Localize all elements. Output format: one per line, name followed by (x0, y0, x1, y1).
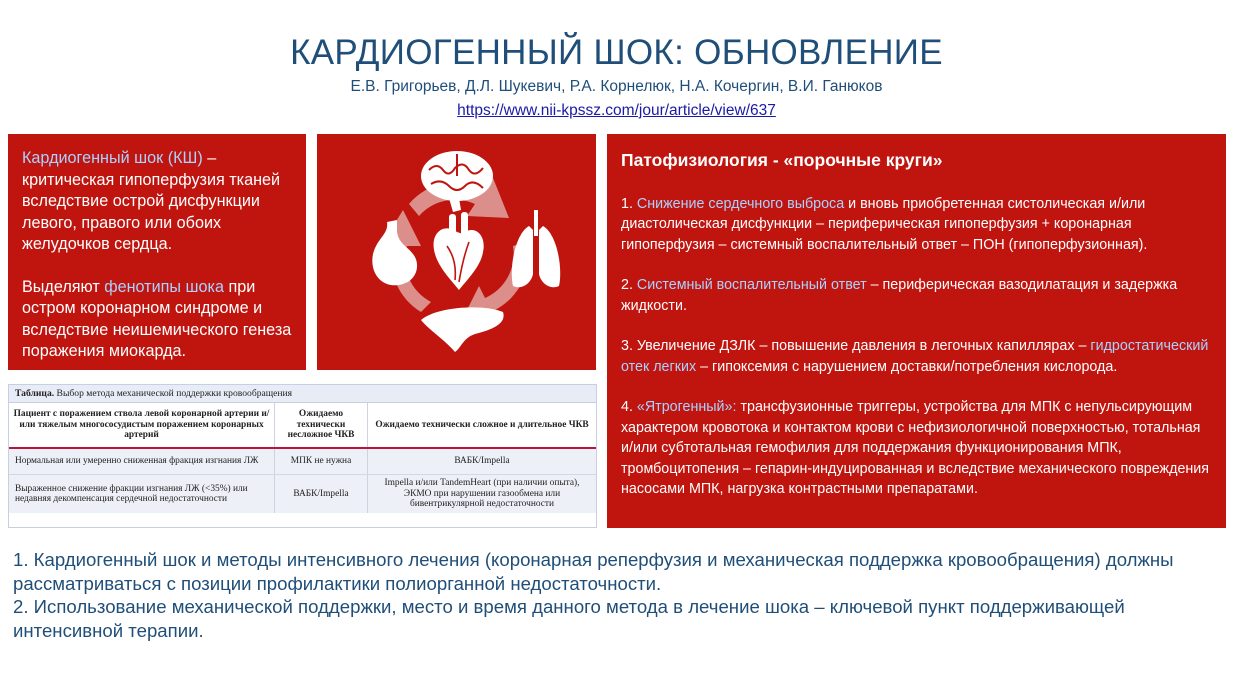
conclusions (13, 548, 1228, 642)
term-highlight: Кардиогенный шок (КШ) (22, 149, 203, 167)
phenotypes-text-pre: Выделяют (22, 277, 105, 296)
patho-item-1-num: 1. (621, 195, 637, 212)
patho-item-4-highlight: «Ятрогенный»: (636, 399, 737, 415)
table-caption (9, 385, 596, 403)
patho-item-2-highlight: Системный воспалительный ответ (636, 277, 867, 293)
patho-item-1 (621, 194, 1216, 256)
patho-item-1-highlight: Снижение сердечного выброса (636, 195, 845, 212)
table-row (9, 475, 596, 514)
table-header-cell: Ожидаемо технически несложное ЧКВ (275, 403, 368, 448)
table-row (9, 448, 596, 475)
patho-item-2-text: – периферическая вазодилатация и задержка жидкости. (621, 277, 1178, 314)
article-link[interactable]: https://www.nii-kpssz.com/jour/article/view/637 (457, 102, 776, 119)
liver-icon (421, 307, 504, 352)
patho-item-3-highlight: гидростатический отек легких (621, 338, 1209, 375)
phenotypes-highlight: фенотипы шока (104, 277, 224, 296)
table-cell: МПК не нужна (275, 448, 368, 475)
table-caption-label: Таблица. (15, 388, 55, 399)
conclusion-2: 2. Использование механической поддержки, место и время данного метода в лечение шока – ключевой пункт поддерживающей интенсивной терапии. (13, 596, 1125, 641)
phenotypes-text-post: при остром коронарном синдроме и вследствие неишемического генеза поражения миокарда. (22, 277, 292, 360)
patho-item-4 (621, 397, 1216, 500)
heart-icon (434, 212, 484, 290)
mcs-selection-table-panel (8, 384, 597, 528)
definition-panel (8, 134, 306, 370)
patho-item-2-num: 2. (621, 277, 637, 293)
pathophysiology-panel (607, 134, 1226, 528)
phenotypes-paragraph (22, 277, 294, 363)
definition-paragraph (22, 148, 294, 256)
patho-item-2 (621, 275, 1216, 316)
table-caption-text: Выбор метода механической поддержки кровообращения (54, 388, 293, 399)
organ-cycle-illustration (317, 134, 596, 370)
table-header-cell: Пациент с поражением ствола левой коронарной артерии и/или тяжелым многососудистым поражением коронарных артерий (9, 403, 275, 448)
table-cell: ВАБК/Impella (368, 448, 597, 475)
conclusion-1: 1. Кардиогенный шок и методы интенсивного лечения (коронарная реперфузия и механическая поддержка кровообращения) должны рассматриваться с позиции профилактики полиорганной недостаточности. (13, 549, 1174, 594)
mcs-selection-table (9, 403, 596, 513)
table-cell: Выраженное снижение фракции изгнания ЛЖ (<35%) или недавняя декомпенсация сердечной недостаточности (9, 475, 275, 514)
page-title: КАРДИОГЕННЫЙ ШОК: ОБНОВЛЕНИЕ (290, 33, 943, 72)
table-header-cell: Ожидаемо технически сложное и длительное ЧКВ (368, 403, 597, 448)
patho-item-3-text: – гипоксемия с нарушением доставки/потребления кислорода. (696, 358, 1118, 375)
patho-item-3 (621, 336, 1216, 377)
patho-item-4-text: трансфузионные триггеры, устройства для МПК с непульсирующим характером кровотока и контактом крови с нефизиологичной поверхностью, тотальная и/или субтотальная гемофилия для поддержания функционирования МПК, тромбоцитопения – гепарин-индуцированная и вследствие механического повреждения насосами МПК, нагрузка контрастными препаратами. (621, 399, 1210, 497)
definition-text: – критическая гипоперфузия тканей вследствие острой дисфункции левого, правого или обоих желудочков сердца. (22, 149, 281, 253)
organ-cycle-svg (317, 134, 596, 370)
table-header-row (9, 403, 596, 448)
patho-item-3-text-pre: 3. Увеличение ДЗЛК – повышение давления в легочных капиллярах – (621, 338, 1091, 354)
lungs-icon (512, 210, 560, 287)
patho-item-4-num: 4. (621, 399, 637, 415)
table-cell: Impella и/или TandemHeart (при наличии опыта), ЭКМО при нарушении газообмена или бивентрикулярной недостаточности (368, 475, 597, 514)
authors-line: Е.В. Григорьев, Д.Л. Шукевич, Р.А. Корнелюк, Н.А. Кочергин, В.И. Ганюков (350, 78, 883, 95)
table-cell: ВАБК/Impella (275, 475, 368, 514)
pathophysiology-heading: Патофизиология - «порочные круги» (621, 150, 943, 170)
table-cell: Нормальная или умеренно сниженная фракция изгнания ЛЖ (9, 448, 275, 475)
patho-item-1-text: и вновь приобретенная систолическая и/или диастолическая дисфункции – периферическая гипоперфузия + коронарная гипоперфузия – системный воспалительный ответ – ПОН (гипоперфузионная). (621, 195, 1148, 253)
